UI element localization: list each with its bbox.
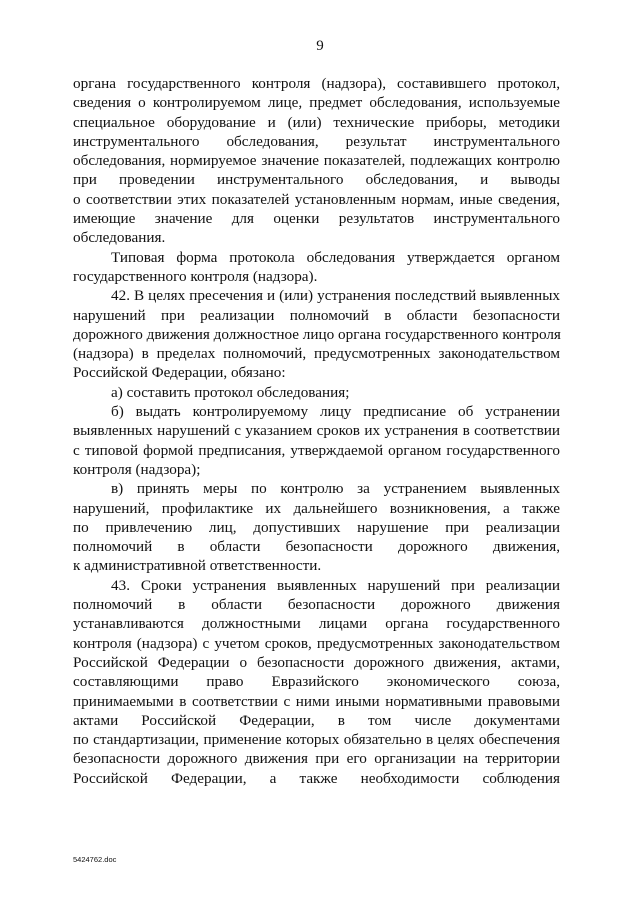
text-line: к административной ответственности. — [73, 557, 322, 575]
text-line: органа государственного контроля (надзора), составившего протокол, — [73, 75, 560, 92]
text-line: актами Российской Федерации, в том числе документами — [73, 711, 560, 729]
text-line: устанавливаются должностными лицами органа государственного — [73, 615, 560, 633]
text-line: Российской Федерации, а также необходимости соблюдения — [73, 769, 560, 787]
paragraph — [73, 479, 560, 575]
text-line: 42. В целях пресечения и (или) устранения последствий выявленных — [111, 287, 560, 305]
text-line: сведения о контролируемом лице, предмет обследования, используемые — [73, 94, 560, 112]
text-line: специальное оборудование и (или) технические приборы, методики — [73, 113, 560, 131]
text-line: обследования. — [73, 229, 166, 247]
text-line: обследования, нормируемое значение показателей, подлежащих контролю — [73, 152, 560, 170]
text-line: Типовая форма протокола обследования утверждается органом — [111, 248, 560, 266]
text-line: при проведении инструментального обследования, и выводы — [73, 171, 560, 189]
text-line: с типовой формой предписания, утверждаемой органом государственного — [73, 441, 560, 459]
document-body — [73, 74, 560, 788]
text-line: инструментального обследования, результат инструментального — [73, 132, 560, 150]
paragraph — [73, 576, 560, 788]
text-line: дорожного движения должностное лицо органа государственного контроля — [73, 325, 561, 343]
text-line: составляющими право Евразийского экономического союза, — [73, 673, 560, 691]
text-line: имеющие значение для оценки результатов инструментального — [73, 210, 560, 228]
text-line: по стандартизации, применение которых обязательно в целях обеспечения — [73, 731, 560, 749]
paragraph — [73, 74, 560, 248]
text-line: государственного контроля (надзора). — [73, 267, 318, 285]
page-number: 9 — [316, 38, 324, 54]
text-line: полномочий в области безопасности дорожного движения, — [73, 538, 560, 556]
text-line: контроля (надзора); — [73, 460, 201, 478]
text-line: полномочий в области безопасности дорожного движения — [73, 596, 560, 614]
text-line: по привлечению лиц, допустивших нарушение при реализации — [73, 518, 560, 536]
text-line: б) выдать контролируемому лицу предписание об устранении — [111, 403, 560, 421]
text-line: о соответствии этих показателей установленным нормам, иные сведения, — [73, 190, 560, 208]
text-line: (надзора) в пределах полномочий, предусмотренных законодательством — [73, 345, 560, 363]
text-line: Российской Федерации о безопасности дорожного движения, актами, — [73, 653, 560, 671]
text-line: выявленных нарушений с указанием сроков их устранения в соответствии — [73, 422, 560, 440]
footer-filename: 5424762.doc — [73, 855, 117, 864]
text-line: контроля (надзора) с учетом сроков, предусмотренных законодательством — [73, 634, 560, 652]
text-line: в) принять меры по контролю за устранением выявленных — [111, 480, 560, 498]
text-line: 43. Сроки устранения выявленных нарушений при реализации — [111, 576, 560, 594]
paragraph — [73, 248, 560, 287]
text-line: принимаемыми в соответствии с ними иными нормативными правовыми — [73, 692, 560, 710]
paragraph — [73, 402, 560, 479]
text-line: Российской Федерации, обязано: — [73, 364, 286, 382]
text-line: безопасности дорожного движения при его организации на территории — [73, 750, 560, 768]
text-line: нарушений при реализации полномочий в области безопасности — [73, 306, 560, 324]
text-line: а) составить протокол обследования; — [111, 383, 350, 401]
paragraph — [73, 383, 560, 402]
text-line: нарушений, профилактике их дальнейшего возникновения, а также — [73, 499, 560, 517]
paragraph — [73, 286, 560, 382]
